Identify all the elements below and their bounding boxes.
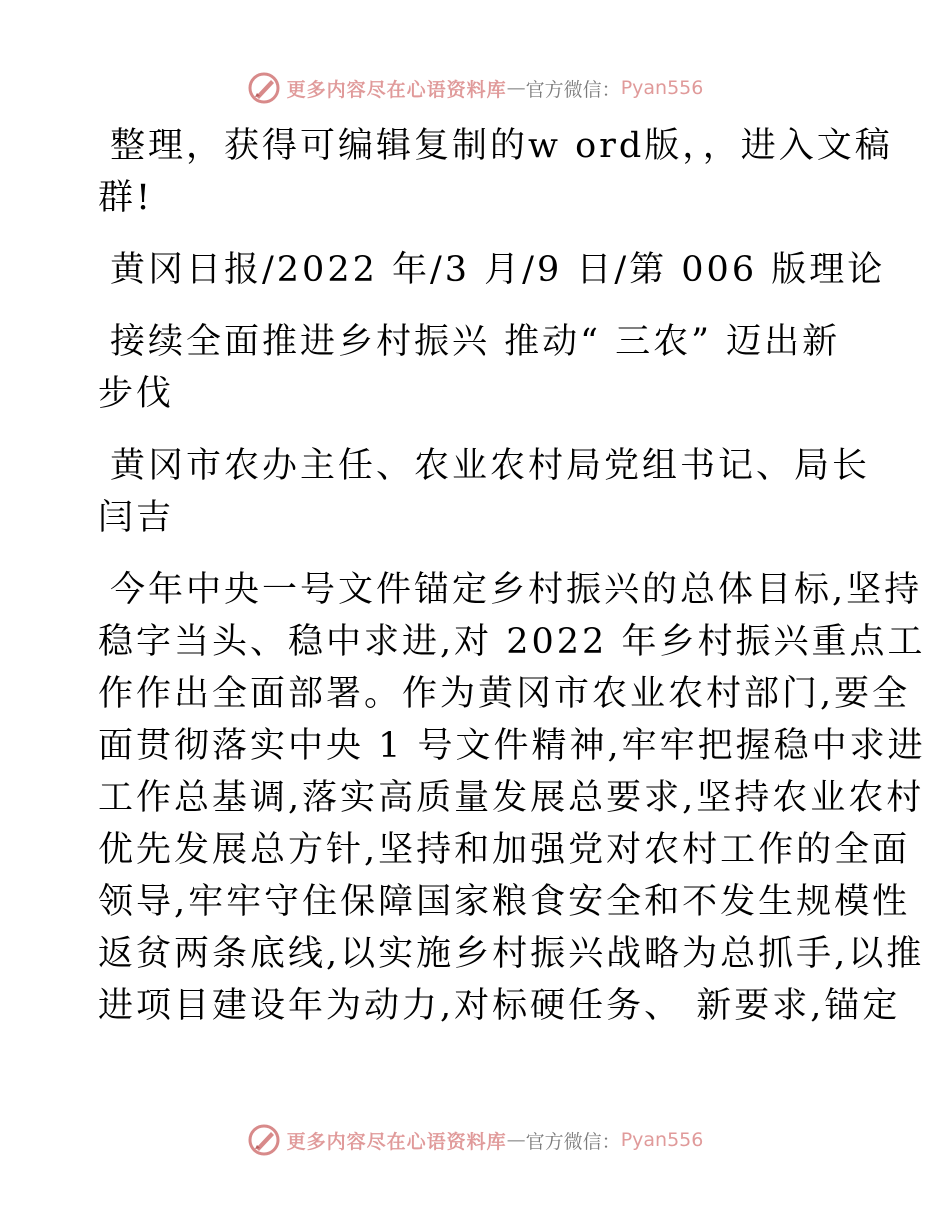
author-name: 闫吉 [98,498,175,538]
author-line: 黄冈市农办主任、农业农村局党组书记、局长 [110,446,871,486]
watermark-label: 官方微信： [525,1130,621,1153]
watermark-footer [0,1122,950,1158]
body-line: 作作出全面部署。作为黄冈市农业农村部门,要全 [98,674,911,714]
article-title: 接续全面推进乡村振兴 推动“ 三农” 迈出新 [110,322,841,362]
pen-logo-icon [247,71,281,105]
intro-line-cont: 群! [98,178,154,218]
body-line: 稳字当头、稳中求进,对 2022 年乡村振兴重点工 [98,622,926,662]
watermark-dash: — [506,1129,526,1151]
watermark-text: 更多内容尽在心语资料库 [286,78,507,101]
watermark-label: 官方微信： [525,78,621,101]
body-line: 领导,牢牢守住保障国家粮食安全和不发生规模性 [98,882,911,922]
pen-logo-icon [247,1123,281,1157]
watermark-header [0,70,950,106]
watermark-wechat-id: Pyan556 [620,1129,704,1151]
body-line: 进项目建设年为动力,对标硬任务、 新要求,锚定 [98,986,901,1026]
document-body [98,120,926,1032]
article-title-cont: 步伐 [98,374,175,414]
body-line: 优先发展总方针,坚持和加强党对农村工作的全面 [98,830,911,870]
source-line: 黄冈日报/2022 年/3 月/9 日/第 006 版理论 [110,250,886,290]
body-line: 返贫两条底线,以实施乡村振兴战略为总抓手,以推 [98,934,925,974]
intro-line: 整理，获得可编辑复制的w ord版，，进入文稿 [110,126,893,166]
body-line: 今年中央一号文件锚定乡村振兴的总体目标,坚持 [110,570,923,610]
watermark-wechat-id: Pyan556 [620,77,704,99]
body-line: 工作总基调,落实高质量发展总要求,坚持农业农村 [98,778,925,818]
body-line: 面贯彻落实中央 1 号文件精神,牢牢把握稳中求进 [98,726,926,766]
watermark-text: 更多内容尽在心语资料库 [286,1130,507,1153]
watermark-dash: — [506,77,526,99]
